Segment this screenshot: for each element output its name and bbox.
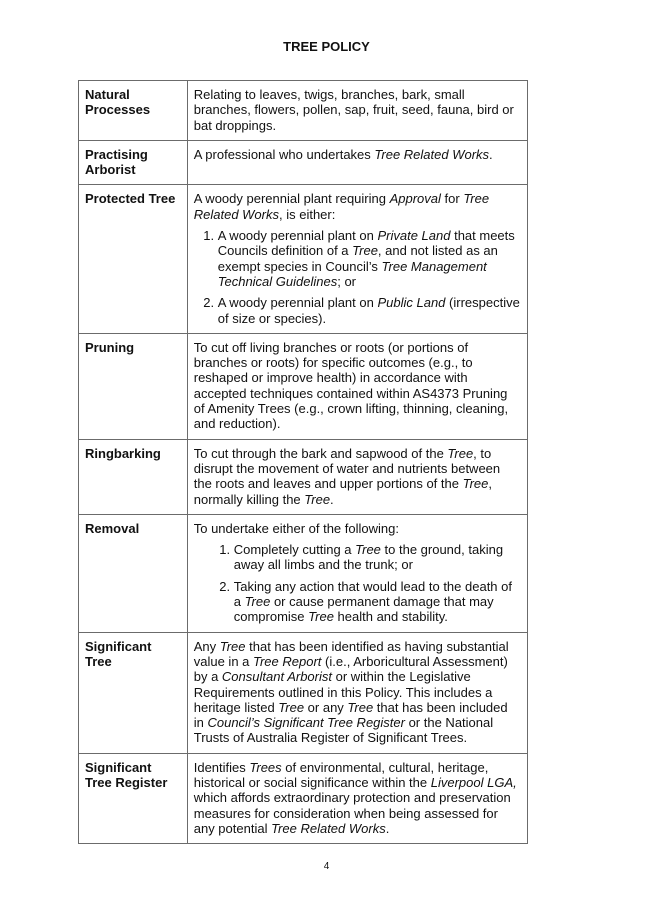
- definition-text: [194, 446, 521, 507]
- definition-term: Natural Processes: [79, 81, 188, 141]
- definition-row-significant-tree-register: [79, 753, 528, 843]
- definition-description: [187, 185, 527, 333]
- definition-description: [187, 333, 527, 439]
- definition-row-ringbarking: [79, 439, 528, 514]
- definition-list-item: [234, 579, 521, 625]
- definition-description: [187, 81, 527, 141]
- definition-text: [194, 639, 521, 746]
- definition-list-item: [218, 228, 521, 289]
- text-run: for: [440, 191, 464, 207]
- text-run: .: [330, 491, 334, 507]
- text-run: A woody perennial plant on: [217, 295, 378, 311]
- text-run: , is either:: [278, 206, 336, 222]
- text-run: , to disrupt the movement of water and nutrients between the roots and leaves and upper portions of the: [193, 445, 501, 492]
- text-run: Taking any action that would lead to the death of a: [233, 578, 512, 610]
- italic-term: Tree: [447, 445, 474, 461]
- definition-list: [194, 542, 521, 624]
- text-run: to the ground, taking away all limbs and the trunk; or: [233, 542, 504, 573]
- definition-text: [194, 340, 521, 432]
- definition-description: [187, 140, 527, 185]
- italic-term: Tree: [304, 491, 331, 507]
- text-run: Identifies: [193, 759, 250, 775]
- text-run: Completely cutting a: [233, 542, 356, 558]
- italic-term: Tree: [352, 243, 378, 259]
- italic-term: Tree Related Works: [271, 820, 386, 836]
- italic-term: Private Land: [377, 228, 451, 244]
- text-run: Relating to leaves, twigs, branches, bark, small branches, flowers, pollen, sap, fruit, seed, fauna, bird or bat droppings.: [193, 87, 514, 133]
- italic-term: Consultant Arborist: [221, 669, 332, 685]
- italic-term: Tree Related Works: [374, 146, 490, 162]
- definition-term: Pruning: [79, 333, 188, 439]
- definition-term: Significant Tree: [79, 632, 188, 753]
- definition-row-protected-tree: [79, 185, 528, 333]
- definition-row-significant-tree: [79, 632, 528, 753]
- definitions-table-body: [79, 81, 528, 844]
- italic-term: Approval: [389, 191, 441, 207]
- definition-description: [187, 439, 527, 514]
- definition-row-natural-processes: [79, 81, 528, 141]
- italic-term: Tree: [278, 699, 305, 715]
- text-run: .: [385, 820, 390, 836]
- definition-list: [194, 228, 521, 326]
- text-run: .: [489, 146, 493, 162]
- definitions-table: [78, 80, 528, 844]
- italic-term: Tree Management Technical Guidelines: [217, 258, 487, 289]
- text-run: A professional who undertakes: [193, 146, 375, 162]
- definition-description: [187, 514, 527, 632]
- text-run: A woody perennial plant on: [217, 228, 378, 244]
- text-run: (irrespective of size or species).: [217, 295, 520, 326]
- italic-term: Tree Related Works: [193, 191, 490, 222]
- text-run: Any: [193, 638, 220, 654]
- definition-row-removal: [79, 514, 528, 632]
- text-run: that meets Councils definition of a: [217, 228, 515, 259]
- italic-term: Tree Report: [253, 653, 322, 669]
- definition-term: Significant Tree Register: [79, 753, 188, 843]
- text-run: , and not listed as an exempt species in Council’s: [217, 243, 498, 274]
- text-run: that has been identified as having substantial value in a: [193, 638, 509, 669]
- definition-text: [194, 521, 521, 536]
- definition-term: Ringbarking: [79, 439, 188, 514]
- italic-term: Tree: [308, 609, 334, 625]
- text-run: health and stability.: [333, 609, 448, 625]
- definition-list-item: [234, 542, 521, 573]
- text-run: To undertake either of the following:: [193, 520, 399, 536]
- italic-term: Council’s Significant Tree Register: [207, 715, 405, 731]
- definition-description: [187, 753, 527, 843]
- text-run: ; or: [337, 273, 357, 289]
- italic-term: Tree: [355, 542, 381, 558]
- text-run: that has been included in: [193, 699, 508, 731]
- italic-term: Tree: [219, 638, 246, 654]
- italic-term: Liverpool LGA,: [430, 774, 517, 790]
- italic-term: Trees: [249, 759, 282, 775]
- definition-row-practising-arborist: [79, 140, 528, 185]
- page-title: TREE POLICY: [283, 39, 370, 54]
- text-run: or within the Legislative Requirements outlined in this Policy. This includes a heritage listed: [193, 669, 493, 715]
- definition-term: Removal: [79, 514, 188, 632]
- italic-term: Tree: [462, 476, 489, 492]
- definition-term: Protected Tree: [79, 185, 188, 333]
- text-run: (i.e., Arboricultural Assessment) by a: [193, 653, 508, 685]
- italic-term: Tree: [244, 594, 271, 610]
- definition-row-pruning: [79, 333, 528, 439]
- page-number: 4: [323, 861, 330, 872]
- italic-term: Public Land: [377, 295, 446, 311]
- text-run: of environmental, cultural, heritage, historical or social significance within the: [193, 759, 489, 790]
- text-run: To cut through the bark and sapwood of the: [193, 445, 448, 461]
- text-run: or cause permanent damage that may compromise: [233, 594, 494, 625]
- text-run: To cut off living branches or roots (or portions of branches or roots) for specific outcomes (e.g., to reshaped or improve health) in accordance with accepted techniques contained within AS4373 Pruning of Amenity Trees (e.g., crown lifting, thinning, cleaning, and reduction).: [193, 339, 509, 432]
- text-run: , normally killing the: [193, 476, 492, 507]
- text-run: A woody perennial plant requiring: [193, 191, 390, 207]
- definition-term: Practising Arborist: [79, 140, 188, 185]
- definition-text: [194, 87, 521, 133]
- text-run: which affords extraordinary protection and preservation measures for consideration when being assessed for any potential: [193, 790, 511, 836]
- definition-list-item: [218, 295, 521, 326]
- definition-text: [194, 191, 521, 222]
- italic-term: Tree: [347, 699, 374, 715]
- text-run: or the National Trusts of Australia Register of Significant Trees.: [193, 715, 494, 746]
- text-run: or any: [304, 699, 348, 715]
- definition-description: [187, 632, 527, 753]
- definition-text: [194, 760, 521, 836]
- definition-text: [194, 147, 521, 162]
